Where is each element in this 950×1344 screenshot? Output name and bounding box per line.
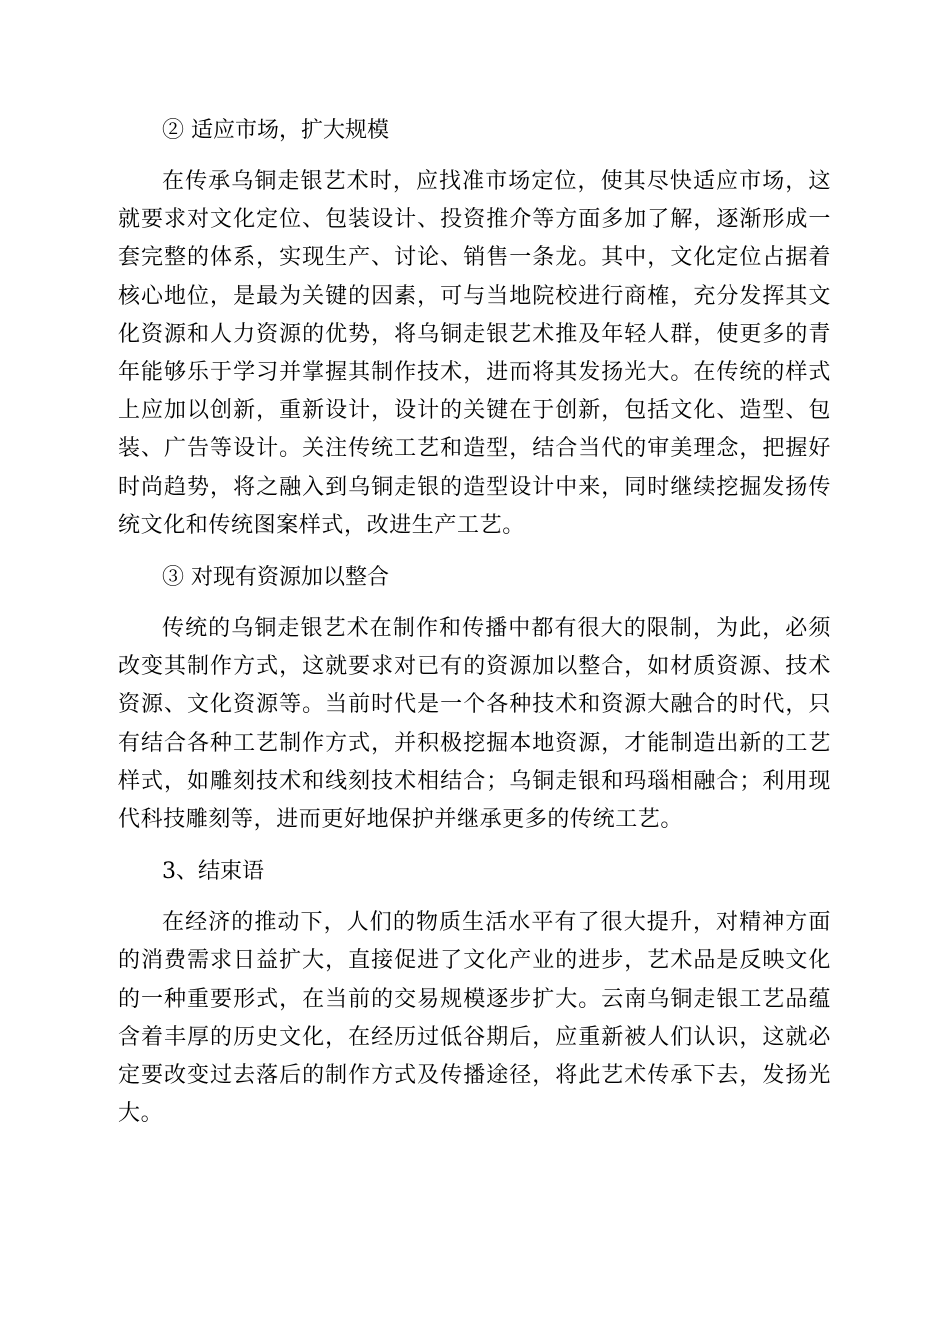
paragraph-conclusion: 在经济的推动下，人们的物质生活水平有了很大提升，对精神方面的消费需求日益扩大，直接促进了文化产业的进步，艺术品是反映文化的一种重要形式，在当前的交易规模逐步扩大。云南乌铜走银工艺品蕴含着丰厚的历史文化，在经历过低谷期后，应重新被人们认识，这就必定要改变过去落后的制作方式及传播途径，将此艺术传承下去，发扬光大。	[118, 910, 831, 1127]
section-heading-conclusion: 3、结束语	[162, 859, 264, 885]
paragraph-resources: 传统的乌铜走银艺术在制作和传播中都有很大的限制，为此，必须改变其制作方式，这就要求对已有的资源加以整合，如材质资源、技术资源、文化资源等。当前时代是一个各种技术和资源大融合的时代，只有结合各种工艺制作方式，并积极挖掘本地资源，才能制造出新的工艺样式，如雕刻技术和线刻技术相结合；乌铜走银和玛瑙相融合；利用现代科技雕刻等，进而更好地保护并继承更多的传统工艺。	[118, 616, 831, 833]
paragraph-market: 在传承乌铜走银艺术时，应找准市场定位，使其尽快适应市场，这就要求对文化定位、包装设计、投资推介等方面多加了解，逐渐形成一套完整的体系，实现生产、讨论、销售一条龙。其中，文化定位占据着核心地位，是最为关键的因素，可与当地院校进行商榷，充分发挥其文化资源和人力资源的优势，将乌铜走银艺术推及年轻人群，使更多的青年能够乐于学习并掌握其制作技术，进而将其发扬光大。在传统的样式上应加以创新，重新设计，设计的关键在于创新，包括文化、造型、包装、广告等设计。关注传统工艺和造型，结合当代的审美理念，把握好时尚趋势，将之融入到乌铜走银的造型设计中来，同时继续挖掘发扬传统文化和传统图案样式，改进生产工艺。	[118, 169, 831, 538]
section-heading-resources: ③ 对现有资源加以整合	[162, 565, 389, 591]
section-heading-market: ② 适应市场，扩大规模	[162, 118, 389, 143]
document-page	[118, 112, 831, 1133]
